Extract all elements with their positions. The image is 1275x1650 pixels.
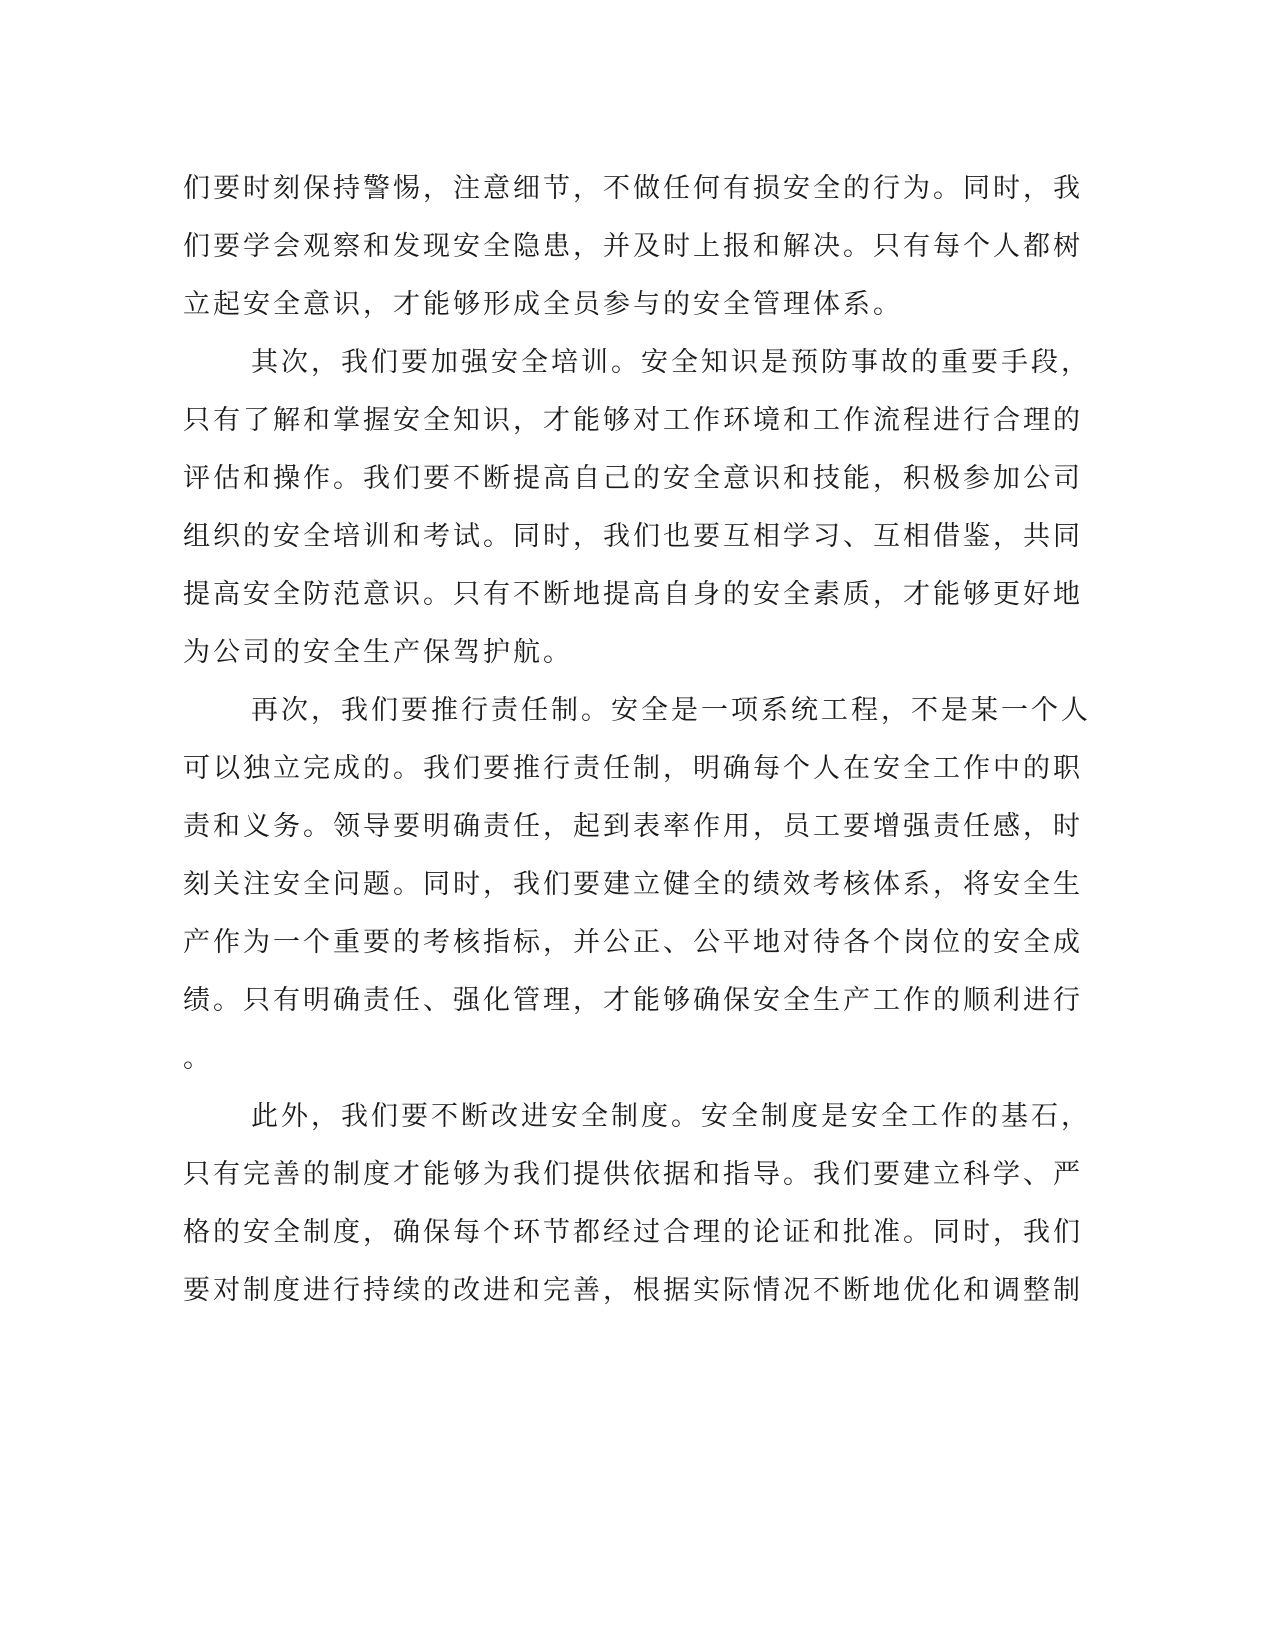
paragraph-start-line: 再次，我们要推行责任制。安全是一项系统工程，不是某一个人 [251,695,1091,726]
text-line: 们要学会观察和发现安全隐患，并及时上报和解决。只有每个人都树 [183,231,1083,262]
text-line: 只有完善的制度才能够为我们提供依据和指导。我们要建立科学、严 [183,1159,1083,1190]
paragraph-start-line: 其次，我们要加强安全培训。安全知识是预防事故的重要手段， [251,347,1091,378]
paragraph-start-line: 此外，我们要不断改进安全制度。安全制度是安全工作的基石， [251,1101,1091,1132]
text-line: 提高安全防范意识。只有不断地提高自身的安全素质，才能够更好地 [183,579,1083,610]
text-line: 评估和操作。我们要不断提高自己的安全意识和技能，积极参加公司 [183,463,1083,494]
text-line: 组织的安全培训和考试。同时，我们也要互相学习、互相借鉴，共同 [183,521,1083,552]
text-line: 产作为一个重要的考核指标，并公正、公平地对待各个岗位的安全成 [183,927,1083,958]
text-line: 要对制度进行持续的改进和完善，根据实际情况不断地优化和调整制 [183,1275,1083,1306]
text-line: 只有了解和掌握安全知识，才能够对工作环境和工作流程进行合理的 [183,405,1083,436]
text-line: 绩。只有明确责任、强化管理，才能够确保安全生产工作的顺利进行 [183,985,1083,1016]
text-line: 为公司的安全生产保驾护航。 [183,637,573,668]
text-line: 。 [183,1043,213,1074]
text-line: 责和义务。领导要明确责任，起到表率作用，员工要增强责任感，时 [183,811,1083,842]
text-line: 格的安全制度，确保每个环节都经过合理的论证和批准。同时，我们 [183,1217,1083,1248]
text-line: 们要时刻保持警惕，注意细节，不做任何有损安全的行为。同时，我 [183,173,1083,204]
text-line: 刻关注安全问题。同时，我们要建立健全的绩效考核体系，将安全生 [183,869,1083,900]
body-text [183,160,1091,1320]
text-line: 可以独立完成的。我们要推行责任制，明确每个人在安全工作中的职 [183,753,1083,784]
text-line: 立起安全意识，才能够形成全员参与的安全管理体系。 [183,289,903,320]
